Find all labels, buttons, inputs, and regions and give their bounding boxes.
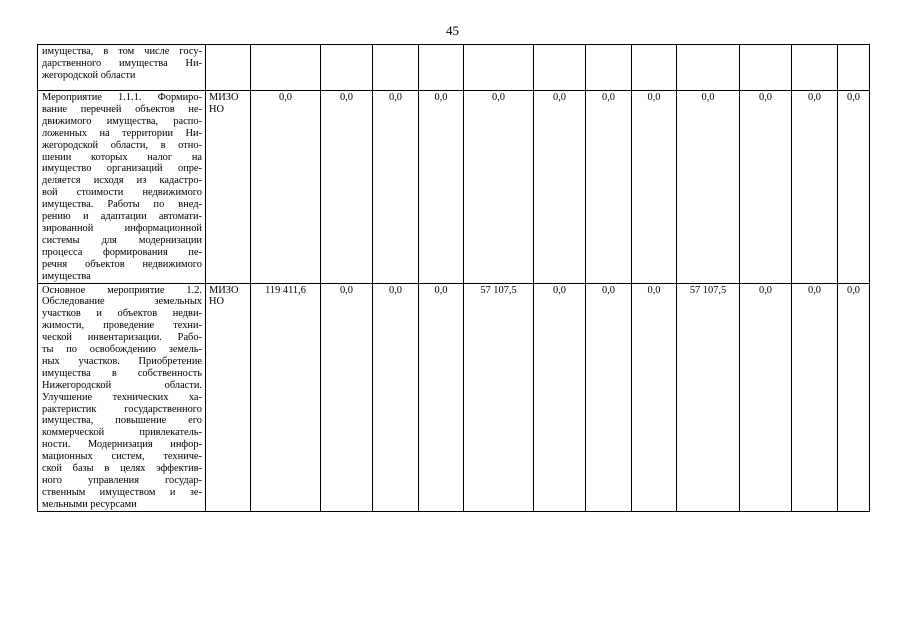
description-line: дарственного имущества Ни- bbox=[42, 57, 202, 69]
description-line: движимого имущества, распо- bbox=[42, 115, 202, 127]
executor-line: МИЗО bbox=[209, 92, 239, 103]
value-cell: 0,0 bbox=[251, 91, 321, 284]
description-line: ности. Модернизация инфор- bbox=[42, 439, 202, 451]
value-cell: 0,0 bbox=[838, 91, 870, 284]
description-line: Основное мероприятие 1.2. bbox=[42, 284, 202, 296]
table-row bbox=[38, 45, 870, 91]
value-cell: 0,0 bbox=[534, 91, 586, 284]
value-cell: 0,0 bbox=[373, 91, 419, 284]
value-cell: 0,0 bbox=[632, 283, 677, 511]
value-cell: 0,0 bbox=[586, 91, 632, 284]
value-cell: 0,0 bbox=[740, 91, 792, 284]
value-cell bbox=[632, 45, 677, 91]
value-cell bbox=[419, 45, 464, 91]
description-line: системы для модернизации bbox=[42, 234, 202, 246]
value-cell bbox=[677, 45, 740, 91]
description-line: ного управления государ- bbox=[42, 475, 202, 486]
description-line: имущества. Работы по внед- bbox=[42, 199, 202, 211]
description-line: имущества, в том числе госу- bbox=[42, 46, 202, 57]
description-line: участков и объектов недви- bbox=[42, 308, 202, 320]
value-cell bbox=[792, 45, 838, 91]
activity-description-cell bbox=[38, 283, 206, 511]
value-cell bbox=[586, 45, 632, 91]
executor-cell bbox=[206, 91, 251, 284]
value-cell: 0,0 bbox=[373, 283, 419, 511]
value-cell: 0,0 bbox=[321, 283, 373, 511]
value-cell: 0,0 bbox=[419, 283, 464, 511]
value-cell: 0,0 bbox=[632, 91, 677, 284]
value-cell: 0,0 bbox=[740, 283, 792, 511]
description-line: рению и адаптации автомати- bbox=[42, 211, 202, 223]
executor-cell bbox=[206, 45, 251, 91]
value-cell bbox=[373, 45, 419, 91]
description-line: вой стоимости недвижимого bbox=[42, 187, 202, 199]
executor-cell bbox=[206, 283, 251, 511]
description-line: имущество организаций опре- bbox=[42, 163, 202, 175]
activity-description-cell bbox=[38, 91, 206, 284]
value-cell: 0,0 bbox=[792, 91, 838, 284]
description-line: ных участков. Приобретение bbox=[42, 355, 202, 367]
description-line: Мероприятие 1.1.1. Формиро- bbox=[42, 92, 202, 103]
value-cell: 119 411,6 bbox=[251, 283, 321, 511]
value-cell: 0,0 bbox=[677, 91, 740, 284]
description-line: Нижегородской области. bbox=[42, 379, 202, 391]
value-cell bbox=[838, 45, 870, 91]
description-line: жимости, проведение техни- bbox=[42, 320, 202, 332]
description-line: деляется исходя из кадастро- bbox=[42, 175, 202, 187]
value-cell: 0,0 bbox=[534, 283, 586, 511]
description-line: жегородской области bbox=[42, 69, 136, 81]
value-cell: 0,0 bbox=[586, 283, 632, 511]
description-line: имущества, повышение его bbox=[42, 415, 202, 427]
description-line: вание перечней объектов не- bbox=[42, 103, 202, 115]
description-line: ложенных на территории Ни- bbox=[42, 127, 202, 139]
budget-table bbox=[37, 44, 870, 512]
value-cell: 0,0 bbox=[321, 91, 373, 284]
description-line: мельными ресурсами bbox=[42, 498, 137, 510]
table-body bbox=[38, 45, 870, 512]
activity-description-cell bbox=[38, 45, 206, 91]
description-line: Обследование земельных bbox=[42, 296, 202, 308]
description-line: ческой инвентаризации. Рабо- bbox=[42, 332, 202, 344]
value-cell: 57 107,5 bbox=[677, 283, 740, 511]
executor-line: НО bbox=[209, 103, 225, 115]
description-line: жегородской области, в отно- bbox=[42, 139, 202, 151]
executor-line: НО bbox=[209, 296, 225, 308]
executor-line: МИЗО bbox=[209, 284, 239, 296]
value-cell bbox=[534, 45, 586, 91]
value-cell bbox=[321, 45, 373, 91]
description-line: имущества bbox=[42, 270, 91, 282]
description-line: ты по освобождению земель- bbox=[42, 344, 202, 356]
value-cell: 0,0 bbox=[838, 283, 870, 511]
description-line: шении которых налог на bbox=[42, 151, 202, 163]
value-cell bbox=[251, 45, 321, 91]
value-cell: 0,0 bbox=[419, 91, 464, 284]
table-row bbox=[38, 91, 870, 284]
description-line: имущества в собственность bbox=[42, 367, 202, 379]
value-cell bbox=[464, 45, 534, 91]
description-line: речня объектов недвижимого bbox=[42, 258, 202, 270]
table-row bbox=[38, 283, 870, 511]
value-cell: 0,0 bbox=[464, 91, 534, 284]
value-cell: 57 107,5 bbox=[464, 283, 534, 511]
description-line: зированной информационной bbox=[42, 222, 202, 234]
description-line: ственным имуществом и зе- bbox=[42, 486, 202, 498]
value-cell bbox=[740, 45, 792, 91]
page-number: 45 bbox=[446, 23, 459, 38]
description-line: процесса формирования пе- bbox=[42, 246, 202, 258]
description-line: коммерческой привлекатель- bbox=[42, 427, 202, 439]
description-line: ской базы в целях эффектив- bbox=[42, 463, 202, 475]
description-line: мационных систем, техниче- bbox=[42, 451, 202, 463]
description-line: рактеристик государственного bbox=[42, 403, 202, 415]
description-line: Улучшение технических ха- bbox=[42, 391, 202, 403]
value-cell: 0,0 bbox=[792, 283, 838, 511]
